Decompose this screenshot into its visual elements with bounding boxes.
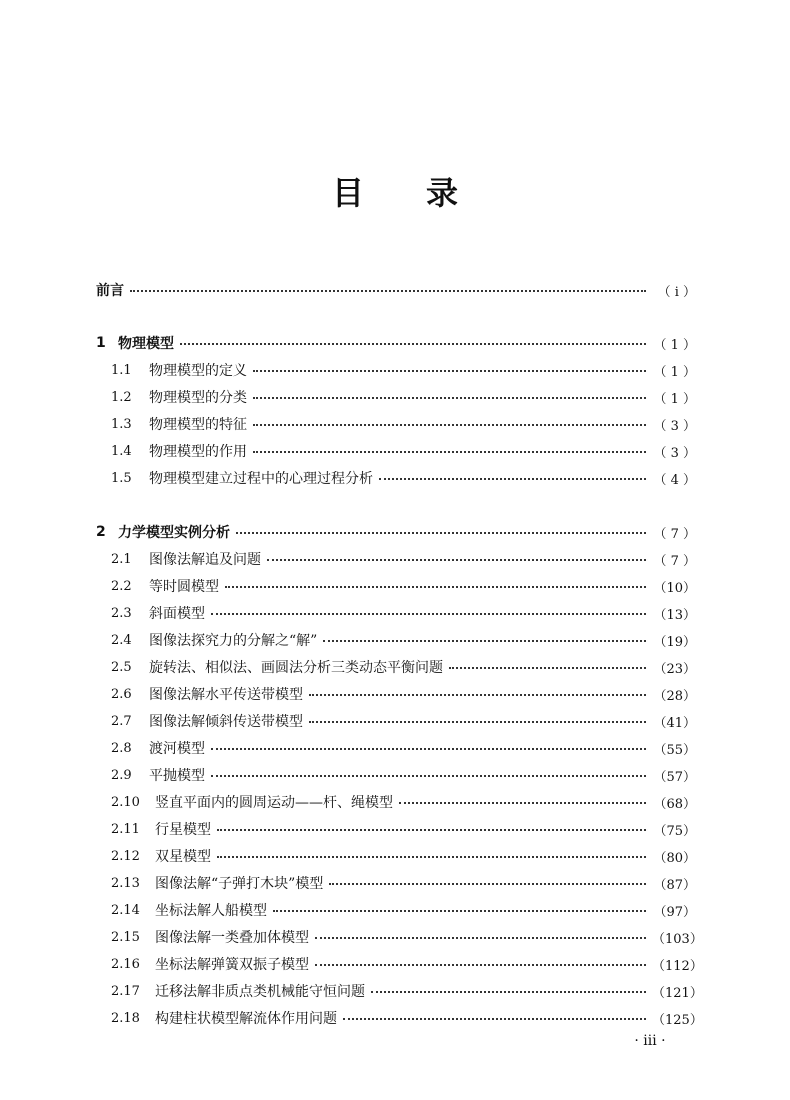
entry-page: （121） <box>652 985 703 1001</box>
section-number: 2.13 <box>111 875 140 891</box>
leader-dots <box>379 478 646 480</box>
entry-page: （ ⅰ ） <box>657 284 696 300</box>
title-char-right: 录 <box>426 174 459 212</box>
section-label: 图像法解倾斜传送带模型 <box>149 714 303 730</box>
section-number: 2.3 <box>111 605 132 621</box>
section-label: 双星模型 <box>155 849 211 865</box>
entry-page: （41） <box>653 715 696 731</box>
toc-section[interactable] <box>96 845 696 867</box>
leader-dots <box>130 290 646 292</box>
section-label: 迁移法解非质点类机械能守恒问题 <box>155 984 365 1000</box>
leader-dots <box>225 586 646 588</box>
entry-page: （125） <box>652 1012 703 1028</box>
toc-section[interactable] <box>96 359 696 381</box>
entry-page: （19） <box>653 634 696 650</box>
leader-dots <box>267 559 646 561</box>
section-label: 构建柱状模型解流体作用问题 <box>155 1011 337 1027</box>
section-label: 图像法解“子弹打木块”模型 <box>155 876 324 892</box>
entry-page: （87） <box>653 877 696 893</box>
entry-page: （ 3 ） <box>653 445 696 461</box>
entry-page: （ 1 ） <box>653 337 696 353</box>
section-number: 2.10 <box>111 794 140 810</box>
toc-section[interactable] <box>96 764 696 786</box>
chapter-number: 2 <box>96 524 106 540</box>
toc-section[interactable] <box>96 440 696 462</box>
section-number: 1.1 <box>111 362 132 378</box>
entry-page: （13） <box>653 607 696 623</box>
entry-page: （ 1 ） <box>653 364 696 380</box>
section-label: 斜面模型 <box>149 606 205 622</box>
section-number: 2.17 <box>111 983 140 999</box>
section-number: 2.4 <box>111 632 132 648</box>
section-label: 物理模型的作用 <box>149 444 247 460</box>
toc-section[interactable] <box>96 710 696 732</box>
chapter-label: 力学模型实例分析 <box>118 525 230 541</box>
toc-section[interactable] <box>96 602 696 624</box>
toc-section[interactable] <box>96 953 703 975</box>
leader-dots <box>211 613 646 615</box>
entry-page: （ 7 ） <box>653 526 696 542</box>
section-label: 物理模型的特征 <box>149 417 247 433</box>
section-label: 坐标法解人船模型 <box>155 903 267 919</box>
leader-dots <box>315 937 646 939</box>
section-label: 平抛模型 <box>149 768 205 784</box>
toc-entry-preface[interactable] <box>96 279 696 301</box>
leader-dots <box>371 991 646 993</box>
section-number: 2.6 <box>111 686 132 702</box>
entry-page: （ 1 ） <box>653 391 696 407</box>
toc-section[interactable] <box>96 656 696 678</box>
entry-page: （75） <box>653 823 696 839</box>
section-number: 1.5 <box>111 470 132 486</box>
section-number: 2.5 <box>111 659 132 675</box>
leader-dots <box>329 883 646 885</box>
entry-page: （57） <box>653 769 696 785</box>
entry-page: （23） <box>653 661 696 677</box>
page-title <box>0 168 790 214</box>
section-label: 坐标法解弹簧双振子模型 <box>155 957 309 973</box>
section-number: 2.11 <box>111 821 140 837</box>
section-label: 图像法解水平传送带模型 <box>149 687 303 703</box>
leader-dots <box>180 343 646 345</box>
page-folio: · ⅲ · <box>634 1033 666 1049</box>
section-label: 物理模型建立过程中的心理过程分析 <box>149 471 373 487</box>
entry-page: （28） <box>653 688 696 704</box>
section-number: 2.14 <box>111 902 140 918</box>
section-number: 1.3 <box>111 416 132 432</box>
leader-dots <box>449 667 646 669</box>
toc-section[interactable] <box>96 737 696 759</box>
section-number: 2.2 <box>111 578 132 594</box>
section-number: 2.18 <box>111 1010 140 1026</box>
toc-section[interactable] <box>96 683 696 705</box>
toc-chapter-2[interactable] <box>96 521 696 543</box>
section-label: 物理模型的分类 <box>149 390 247 406</box>
chapter-label: 物理模型 <box>118 336 174 352</box>
leader-dots <box>323 640 646 642</box>
entry-page: （ 4 ） <box>653 472 696 488</box>
chapter-number: 1 <box>96 335 106 351</box>
title-char-left: 目 <box>331 174 364 212</box>
leader-dots <box>253 424 646 426</box>
section-label: 图像法探究力的分解之“解” <box>149 633 318 649</box>
leader-dots <box>217 856 646 858</box>
toc-section[interactable] <box>96 386 696 408</box>
toc-section[interactable] <box>96 926 703 948</box>
section-number: 2.7 <box>111 713 132 729</box>
toc-section[interactable] <box>96 899 696 921</box>
entry-page: （55） <box>653 742 696 758</box>
toc-section[interactable] <box>96 548 696 570</box>
section-number: 2.9 <box>111 767 132 783</box>
section-label: 等时圆模型 <box>149 579 219 595</box>
entry-page: （97） <box>653 904 696 920</box>
toc-section[interactable] <box>96 467 696 489</box>
leader-dots <box>211 748 646 750</box>
section-label: 竖直平面内的圆周运动——杆、绳模型 <box>155 795 393 811</box>
section-number: 2.8 <box>111 740 132 756</box>
leader-dots <box>236 532 646 534</box>
section-number: 2.1 <box>111 551 132 567</box>
entry-page: （112） <box>652 958 703 974</box>
leader-dots <box>273 910 646 912</box>
entry-page: （68） <box>653 796 696 812</box>
leader-dots <box>211 775 646 777</box>
section-label: 旋转法、相似法、画圆法分析三类动态平衡问题 <box>149 660 443 676</box>
toc-section[interactable] <box>96 872 696 894</box>
section-label: 行星模型 <box>155 822 211 838</box>
leader-dots <box>253 397 646 399</box>
leader-dots <box>343 1018 646 1020</box>
leader-dots <box>309 721 646 723</box>
section-number: 2.15 <box>111 929 140 945</box>
toc-section[interactable] <box>96 980 703 1002</box>
section-label: 图像法解追及问题 <box>149 552 261 568</box>
section-label: 渡河模型 <box>149 741 205 757</box>
leader-dots <box>253 370 646 372</box>
section-number: 1.4 <box>111 443 132 459</box>
entry-page: （10） <box>653 580 696 596</box>
toc-chapter-1[interactable] <box>96 332 696 354</box>
leader-dots <box>253 451 646 453</box>
entry-page: （ 7 ） <box>653 553 696 569</box>
toc-section[interactable] <box>96 1007 703 1029</box>
toc-section[interactable] <box>96 575 696 597</box>
section-number: 2.16 <box>111 956 140 972</box>
entry-label: 前言 <box>96 283 124 299</box>
leader-dots <box>315 964 646 966</box>
section-number: 1.2 <box>111 389 132 405</box>
entry-page: （ 3 ） <box>653 418 696 434</box>
entry-page: （80） <box>653 850 696 866</box>
toc-section[interactable] <box>96 629 696 651</box>
toc-section[interactable] <box>96 818 696 840</box>
leader-dots <box>399 802 646 804</box>
entry-page: （103） <box>652 931 703 947</box>
leader-dots <box>217 829 646 831</box>
toc-section[interactable] <box>96 791 696 813</box>
leader-dots <box>309 694 646 696</box>
section-label: 物理模型的定义 <box>149 363 247 379</box>
section-number: 2.12 <box>111 848 140 864</box>
section-label: 图像法解一类叠加体模型 <box>155 930 309 946</box>
toc-section[interactable] <box>96 413 696 435</box>
